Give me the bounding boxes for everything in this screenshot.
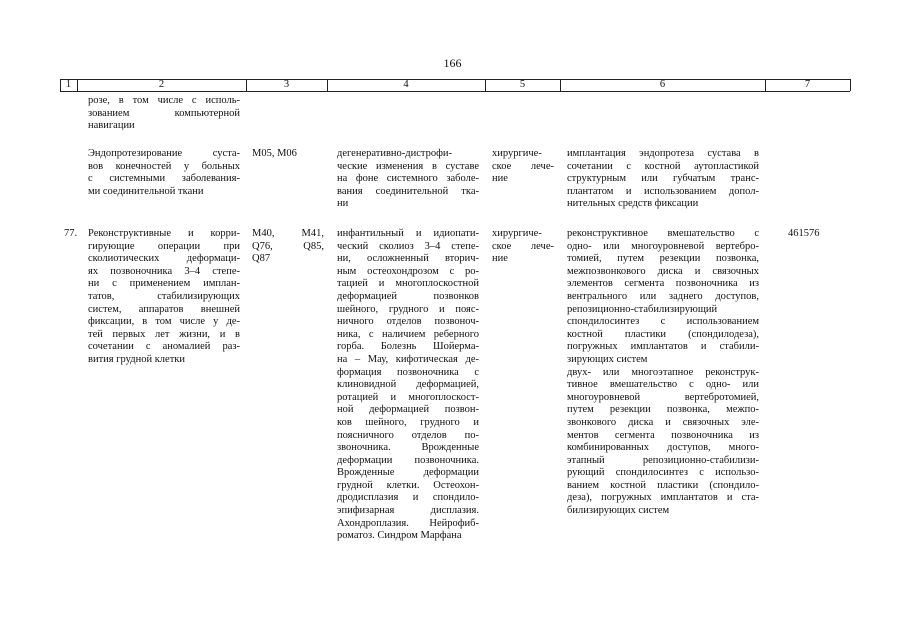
text-line: имплантация эндопротеза сустава в [567,148,759,159]
text-line: звонкового диска и связочных эле- [567,416,759,428]
column-header-7: 7 [804,79,811,90]
text-line: Q87 [252,253,271,265]
text-line: роматоз. Синдром Марфана [337,530,462,542]
row1-method-cell [88,148,240,198]
text-line: звоночника. Врожденные [337,442,479,454]
text-line: хирургиче- [492,228,542,239]
text-line: сочетании с костной аутопластикой [567,160,759,172]
row2-model-cell [337,228,479,543]
text-line: горба. Болезнь Шойерма- [337,341,479,353]
text-line: комбинированных доступов, много- [567,442,759,454]
text-line: сколиотических деформаци- [88,253,240,265]
text-line: ни, осложненный вторич- [337,253,479,265]
text-line: репозиционно-стабилизирующий [567,303,718,315]
text-line: систем, аппаратов внешней [88,303,240,315]
text-line: вития грудной клетки [88,353,186,365]
text-line: Врожденные деформации [337,467,479,479]
column-header-5: 5 [519,79,526,90]
text-line: плантатом и использованием допол- [567,185,759,197]
text-line: деформации позвоночника. [337,454,479,466]
row2-number: 77. [64,228,78,239]
text-line: тивное вмешательство с одно- или [567,379,759,391]
text-line: структурным или губчатым транс- [567,173,759,185]
text-line: тей первых лет жизни, и в [88,328,240,340]
text-line: M40, M41, [252,228,324,239]
text-line: зованием компьютерной [88,107,240,119]
text-line: эпифизарная дисплазия. [337,505,479,517]
text-line: деза), погружных имплантатов и ста- [567,492,759,504]
text-line: этапный репозиционно-стабилизи- [567,454,759,466]
text-line: грудной клетки. Остеохон- [337,479,479,491]
text-line: татов, стабилизирующих [88,290,240,302]
text-line: поясничного отделов по- [337,429,479,441]
text-line: клиновидной деформацией, [337,379,479,391]
text-line: ние [492,253,508,265]
text-line: реконструктивное вмешательство с [567,228,759,239]
text-line: тацией и многоплоскостной [337,278,479,290]
text-line: ной деформацией позвон- [337,404,479,416]
text-line: ментов сегмента позвоночника из [567,429,759,441]
text-line: формация позвоночника с [337,366,479,378]
text-line: шейного, грудного и пояс- [337,303,479,315]
column-header-3: 3 [283,79,290,90]
text-line: костной пластики (спондилодеза), [567,328,759,340]
text-line: дродисплазия и спондило- [337,492,479,504]
text-line: ванием костной пластики (спондило- [567,479,759,491]
text-line: нительных средств фиксации [567,198,699,210]
text-line: Реконструктивные и корри- [88,228,240,239]
header-bottom-rule [60,91,850,92]
text-line: ское лече- [492,160,554,172]
text-line: ника, с наличием реберного [337,328,479,340]
text-line: рующий спондилосинтез с использо- [567,467,759,479]
row1-codes-cell [252,148,324,161]
text-line: ротацией и многоплоскост- [337,391,479,403]
row2-procedure-cell [567,228,759,518]
text-line: хирургиче- [492,148,542,159]
row2-cost-cell: 461576 [788,228,820,239]
text-line: вания соединительной тка- [337,185,479,197]
text-line: с системными заболевания- [88,173,240,185]
text-line: гирующие операции при [88,240,240,252]
text-line: Ахондроплазия. Нейрофиб- [337,517,479,529]
text-line: Эндопротезирование суста- [88,148,240,159]
column-header-1: 1 [65,79,72,90]
text-line: ях позвоночника 3–4 степе- [88,265,240,277]
text-line: сочетании с аномалией раз- [88,341,240,353]
text-line: погружных имплантатов и стабили- [567,341,759,353]
text-line: на – Мау, кифотическая де- [337,353,479,365]
row2-treatment-cell [492,228,554,266]
row2-method-cell [88,228,240,367]
text-line: Q76, Q85, [252,240,324,252]
text-line: зирующих систем [567,353,648,365]
text-line: ми соединительной ткани [88,185,204,197]
text-line: фиксации, в том числе у де- [88,316,240,328]
column-header-6: 6 [659,79,666,90]
text-line: ческий сколиоз 3–4 степе- [337,240,479,252]
column-header-2: 2 [158,79,165,90]
text-line: межпозвонкового диска и связочных [567,265,759,277]
row1-model-cell [337,148,479,211]
text-line: навигации [88,120,135,132]
text-line: ным остеохондрозом с ро- [337,265,479,277]
text-line: ков шейного, грудного и [337,416,479,428]
text-line: одно- или многоуровневой вертебро- [567,240,759,252]
text-line: ние [492,173,508,185]
text-line: дегенеративно-дистрофи- [337,148,453,159]
text-line: ничного отделов позвоноч- [337,316,479,328]
text-line: томией, путем резекции позвонка, [567,253,759,265]
text-line: путем резекции позвонка, межпо- [567,404,759,416]
text-line: ни с применением имплан- [88,278,240,290]
page-number: 166 [443,56,462,70]
text-line: вов конечностей у больных [88,160,240,172]
text-line: M05, M06 [252,148,297,159]
text-line: розе, в том числе с исполь- [88,95,240,106]
text-line: элементов сегмента позвоночника из [567,278,759,290]
text-line: ское лече- [492,240,554,252]
text-line: деформацией позвонков [337,290,479,302]
text-line: спондилосинтез с использованием [567,316,759,328]
row0-method-cell [88,95,240,133]
column-header-4: 4 [403,79,409,90]
row2-codes-cell [252,228,324,266]
row1-procedure-cell [567,148,759,211]
text-line: многоуровневой вертебротомией, [567,391,759,403]
text-line: на фоне системного заболе- [337,173,479,185]
text-line: билизирующих систем [567,505,670,517]
row1-treatment-cell [492,148,554,186]
text-line: вентрального или заднего доступов, [567,290,759,302]
column-divider [850,79,851,91]
text-line: инфантильный и идиопати- [337,228,479,239]
text-line: ни [337,198,349,210]
text-line: двух- или многоэтапное реконструк- [567,366,759,378]
text-line: ческие изменения в суставе [337,160,479,172]
